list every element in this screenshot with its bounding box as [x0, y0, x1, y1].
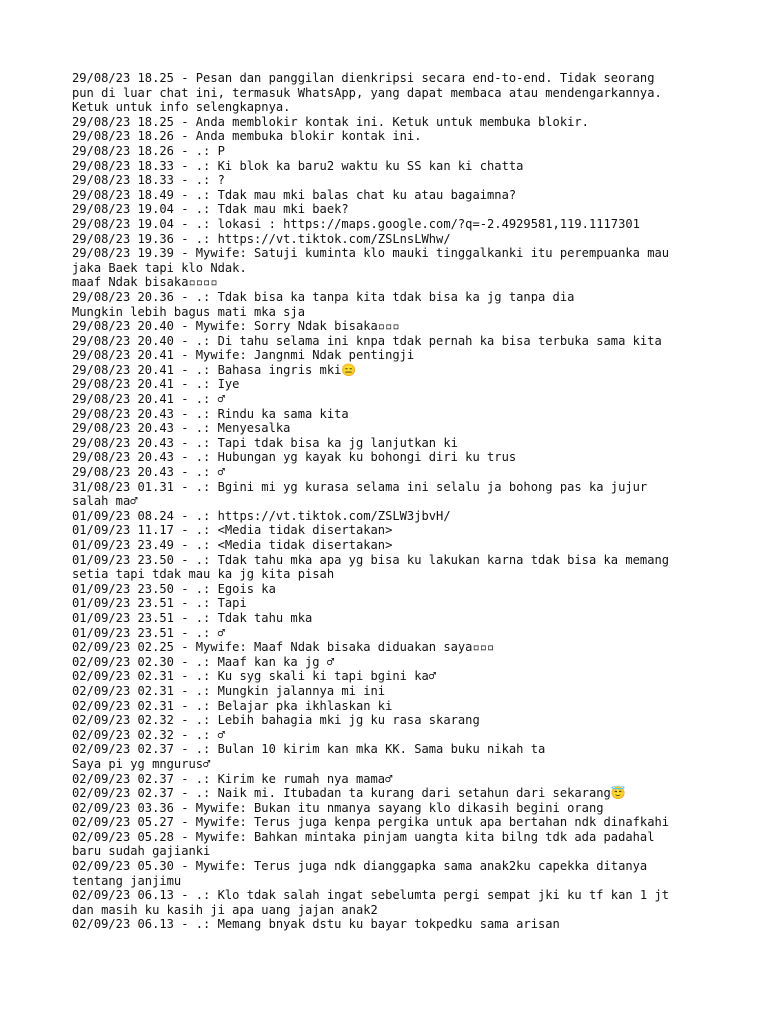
log-line: jaka Baek tapi klo Ndak. [72, 260, 247, 275]
log-line: 31/08/23 01.31 - .: Bgini mi yg kurasa selama ini selalu ja bohong pas ka jujur [72, 479, 648, 494]
log-line: 29/08/23 20.36 - .: Tdak bisa ka tanpa kita tdak bisa ka jg tanpa dia [72, 289, 575, 304]
chat-export-document [72, 71, 702, 932]
log-line: 01/09/23 23.50 - .: Tdak tahu mka apa yg bisa ku lakukan karna tdak bisa ka memang [72, 552, 670, 567]
log-line: 29/08/23 20.40 - .: Di tahu selama ini knpa tdak pernah ka bisa terbuka sama kita [72, 333, 662, 348]
log-line: 29/08/23 18.26 - .: P [72, 143, 225, 158]
log-line: 29/08/23 20.43 - .: Menyesalka [72, 421, 291, 436]
log-line: baru sudah gajianki [72, 844, 211, 859]
log-line: dan masih ku kasih ji apa uang jajan anak2 [72, 902, 378, 917]
log-line: 02/09/23 02.25 - Mywife: Maaf Ndak bisaka diduakan saya▫▫▫ [72, 640, 495, 655]
log-line: 02/09/23 05.30 - Mywife: Terus juga ndk dianggapka sama anak2ku capekka ditanya [72, 859, 648, 874]
log-line: 29/08/23 20.43 - .: Tapi tdak bisa ka jg lanjutkan ki [72, 435, 458, 450]
log-line: 29/08/23 20.41 - Mywife: Jangnmi Ndak pentingji [72, 348, 415, 363]
log-line: 29/08/23 19.39 - Mywife: Satuji kuminta klo mauki tinggalkanki itu perempuanka mau [72, 246, 670, 261]
log-line: 02/09/23 02.30 - .: Maaf kan ka jg ♂ [72, 654, 335, 669]
log-line: Saya pi yg mngurus♂ [72, 756, 211, 771]
log-line: 29/08/23 18.33 - .: ? [72, 173, 225, 188]
log-line: 02/09/23 02.31 - .: Ku syg skali ki tapi bgini ka♂ [72, 669, 437, 684]
log-line: 29/08/23 18.26 - Anda membuka blokir kontak ini. [72, 129, 422, 144]
log-line: 29/08/23 20.40 - Mywife: Sorry Ndak bisaka▫▫▫ [72, 319, 400, 334]
log-line: 29/08/23 20.43 - .: Rindu ka sama kita [72, 406, 349, 421]
log-line: 01/09/23 23.49 - .: <Media tidak disertakan> [72, 538, 393, 552]
log-line: 01/09/23 23.51 - .: Tapi [72, 596, 247, 611]
log-line: 02/09/23 05.28 - Mywife: Bahkan mintaka pinjam uangta kita bilng tdk ada padahal [72, 829, 655, 844]
log-line: 02/09/23 02.37 - .: Bulan 10 kirim kan mka KK. Sama buku nikah ta [72, 742, 546, 757]
log-line: 02/09/23 02.31 - .: Mungkin jalannya mi ini [72, 683, 386, 698]
log-line: 01/09/23 23.51 - .: ♂ [72, 625, 225, 640]
log-line: 01/09/23 23.51 - .: Tdak tahu mka [72, 610, 313, 625]
log-line: 29/08/23 20.41 - .: ♂ [72, 392, 225, 407]
log-line: Mungkin lebih bagus mati mka sja [72, 304, 305, 319]
log-line: 01/09/23 08.24 - .: https://vt.tiktok.com/ZSLW3jbvH/ [72, 508, 451, 523]
log-line: 01/09/23 11.17 - .: <Media tidak disertakan> [72, 523, 393, 538]
log-line: 29/08/23 20.43 - .: ♂ [72, 465, 225, 480]
log-line: 29/08/23 19.04 - .: lokasi : https://maps.google.com/?q=-2.4929581,119.1117301 [72, 216, 640, 231]
log-line: 29/08/23 20.41 - .: Iye [72, 377, 240, 392]
log-line: 02/09/23 02.32 - .: Lebih bahagia mki jg ku rasa skarang [72, 713, 480, 728]
log-line: 02/09/23 02.37 - .: Kirim ke rumah nya mama♂ [72, 771, 393, 786]
log-line: 02/09/23 06.13 - .: Memang bnyak dstu ku bayar tokpedku sama arisan [72, 917, 560, 932]
log-line: 29/08/23 20.41 - .: Bahasa ingris mki😑 [72, 362, 357, 377]
log-line: 29/08/23 18.33 - .: Ki blok ka baru2 waktu ku SS kan ki chatta [72, 158, 524, 173]
log-line: 01/09/23 23.50 - .: Egois ka [72, 581, 276, 596]
log-line: 02/09/23 03.36 - Mywife: Bukan itu nmanya sayang klo dikasih begini orang [72, 800, 604, 815]
log-line: 29/08/23 18.25 - Anda memblokir kontak ini. Ketuk untuk membuka blokir. [72, 114, 589, 129]
log-line: 29/08/23 19.36 - .: https://vt.tiktok.com/ZSLnsLWhw/ [72, 231, 451, 246]
log-line: tentang janjimu [72, 873, 182, 888]
log-line: 02/09/23 06.13 - .: Klo tdak salah ingat sebelumta pergi sempat jki ku tf kan 1 jt [72, 888, 670, 903]
log-line: salah ma♂ [72, 494, 138, 509]
log-line: 02/09/23 02.31 - .: Belajar pka ikhlaskan ki [72, 698, 393, 713]
log-line: 29/08/23 20.43 - .: Hubungan yg kayak ku bohongi diri ku trus [72, 450, 517, 465]
log-line: pun di luar chat ini, termasuk WhatsApp, yang dapat membaca atau mendengarkannya. [72, 85, 662, 100]
log-line: 29/08/23 18.49 - .: Tdak mau mki balas chat ku atau bagaimna? [72, 187, 517, 202]
log-line: 02/09/23 02.32 - .: ♂ [72, 727, 225, 742]
log-line: Ketuk untuk info selengkapnya. [72, 100, 291, 115]
log-line: 29/08/23 19.04 - .: Tdak mau mki baek? [72, 202, 349, 217]
log-line: maaf Ndak bisaka▫▫▫▫ [72, 275, 218, 290]
log-line: 29/08/23 18.25 - Pesan dan panggilan dienkripsi secara end-to-end. Tidak seorang [72, 71, 655, 85]
log-line: 02/09/23 05.27 - Mywife: Terus juga kenpa pergika untuk apa bertahan ndk dinafkahi [72, 815, 670, 830]
log-line: setia tapi tdak mau ka jg kita pisah [72, 567, 335, 582]
log-line: 02/09/23 02.37 - .: Naik mi. Itubadan ta kurang dari setahun dari sekarang😇 [72, 786, 626, 801]
